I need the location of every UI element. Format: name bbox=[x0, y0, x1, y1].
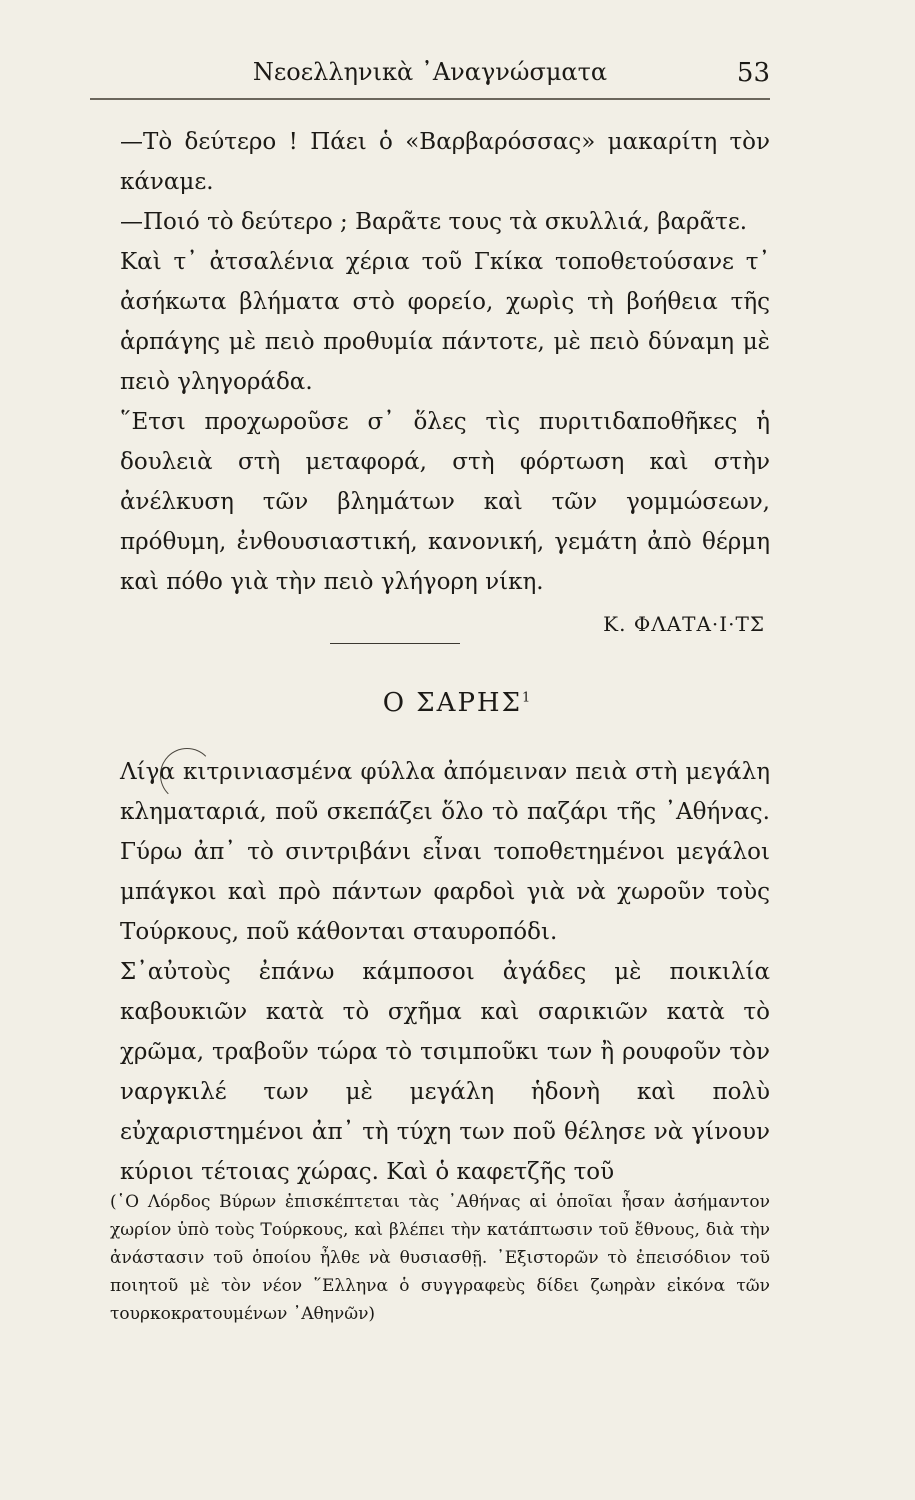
first-piece-text bbox=[120, 122, 770, 602]
section-title-text: Ο ΣΑΡΗΣ bbox=[382, 688, 522, 718]
paragraph: ῞Ετσι προχωροῦσε σ᾿ ὅλες τὶς πυριτιδαποθῆκες ἡ δουλειὰ στὴ μεταφορά, στὴ φόρτωση καὶ στὴν ἀνέλκυση τῶν βλημάτων καὶ τῶν γομμώσεων, πρόθυμη, ἐνθουσιαστική, κανονική, γεμάτη ἀπὸ θέρμη καὶ πόθο γιὰ τὴν πειὸ γλήγορη νίκη. bbox=[120, 409, 770, 595]
footnote: (῾Ο Λόρδος Βύρων ἐπισκέπτεται τὰς ᾿Αθήνας αἱ ὁποῖαι ἦσαν ἀσήμαντον χωρίον ὑπὸ τοὺς Τούρκους, καὶ βλέπει τὴν κατάπτωσιν τοῦ ἔθνους, διὰ τὴν ἀνάστασιν τοῦ ὁποίου ἦλθε νὰ θυσιασθῇ. ᾿Εξιστορῶν τὸ ἐπεισόδιον τοῦ ποιητοῦ μὲ τὸν νέον ῞Ελληνα ὁ συγγραφεὺς δίδει ζωηρὰν εἰκόνα τῶν τουρκοκρατουμένων ᾿Αθηνῶν) bbox=[110, 1192, 770, 1324]
paragraph: Λίγα κιτρινιασμένα φύλλα ἀπόμειναν πειὰ στὴ μεγάλη κληματαριά, ποῦ σκεπάζει ὅλο τὸ παζάρι τῆς ᾿Αθήνας. Γύρω ἀπ᾿ τὸ σιντριβάνι εἶναι τοποθετημένοι μεγάλοι μπάγκοι καὶ πρὸ πάντων φαρδοὶ γιὰ νὰ χωροῦν τοὺς Τούρκους, ποῦ κάθονται σταυροπόδι. bbox=[120, 759, 770, 945]
footnote-rule bbox=[90, 1160, 770, 1164]
running-header bbox=[90, 58, 770, 100]
paragraph: Σ᾿αὐτοὺς ἐπάνω κάμποσοι ἀγάδες μὲ ποικιλία καβουκιῶν κατὰ τὸ σχῆμα καὶ σαρικιῶν κατὰ τὸ χρῶμα, τραβοῦν τώρα τὸ τσιμποῦκι των ἢ ρουφοῦν τὸν ναργκιλέ των μὲ μεγάλη ἡδονὴ καὶ πολὺ εὐχαριστημένοι ἀπ᾿ τὴ τύχη των ποῦ θέλησε νὰ γίνουν κύριοι τέτοιας χώρας. Καὶ ὁ καφετζῆς τοῦ bbox=[120, 959, 770, 1185]
second-piece-text bbox=[120, 752, 770, 1192]
paragraph: Καὶ τ᾿ ἀτσαλένια χέρια τοῦ Γκίκα τοποθετούσανε τ᾿ ἀσήκωτα βλήματα στὸ φορείο, χωρὶς τὴ βοήθεια τῆς ἁρπάγης μὲ πειὸ προθυμία πάντοτε, μὲ πειὸ δύναμη μὲ πειὸ γληγοράδα. bbox=[120, 249, 770, 395]
section-title bbox=[0, 688, 915, 718]
paragraph: —Τὸ δεύτερο ! Πάει ὁ «Βαρβαρόσσας» μακαρίτη τὸν κάναμε. bbox=[120, 129, 770, 195]
paragraph: —Ποιό τὸ δεύτερο ; Βαρᾶτε τους τὰ σκυλλιά, βαρᾶτε. bbox=[120, 209, 748, 235]
author-signature: Κ. ΦΛΑΤΑ·Ι·ΤΣ bbox=[603, 612, 765, 636]
page-number: 53 bbox=[736, 58, 770, 88]
footnote-marker: 1 bbox=[522, 690, 533, 706]
section-divider bbox=[330, 643, 460, 644]
running-title: Νεοελληνικὰ ᾿Αναγνώσματα bbox=[252, 58, 608, 86]
